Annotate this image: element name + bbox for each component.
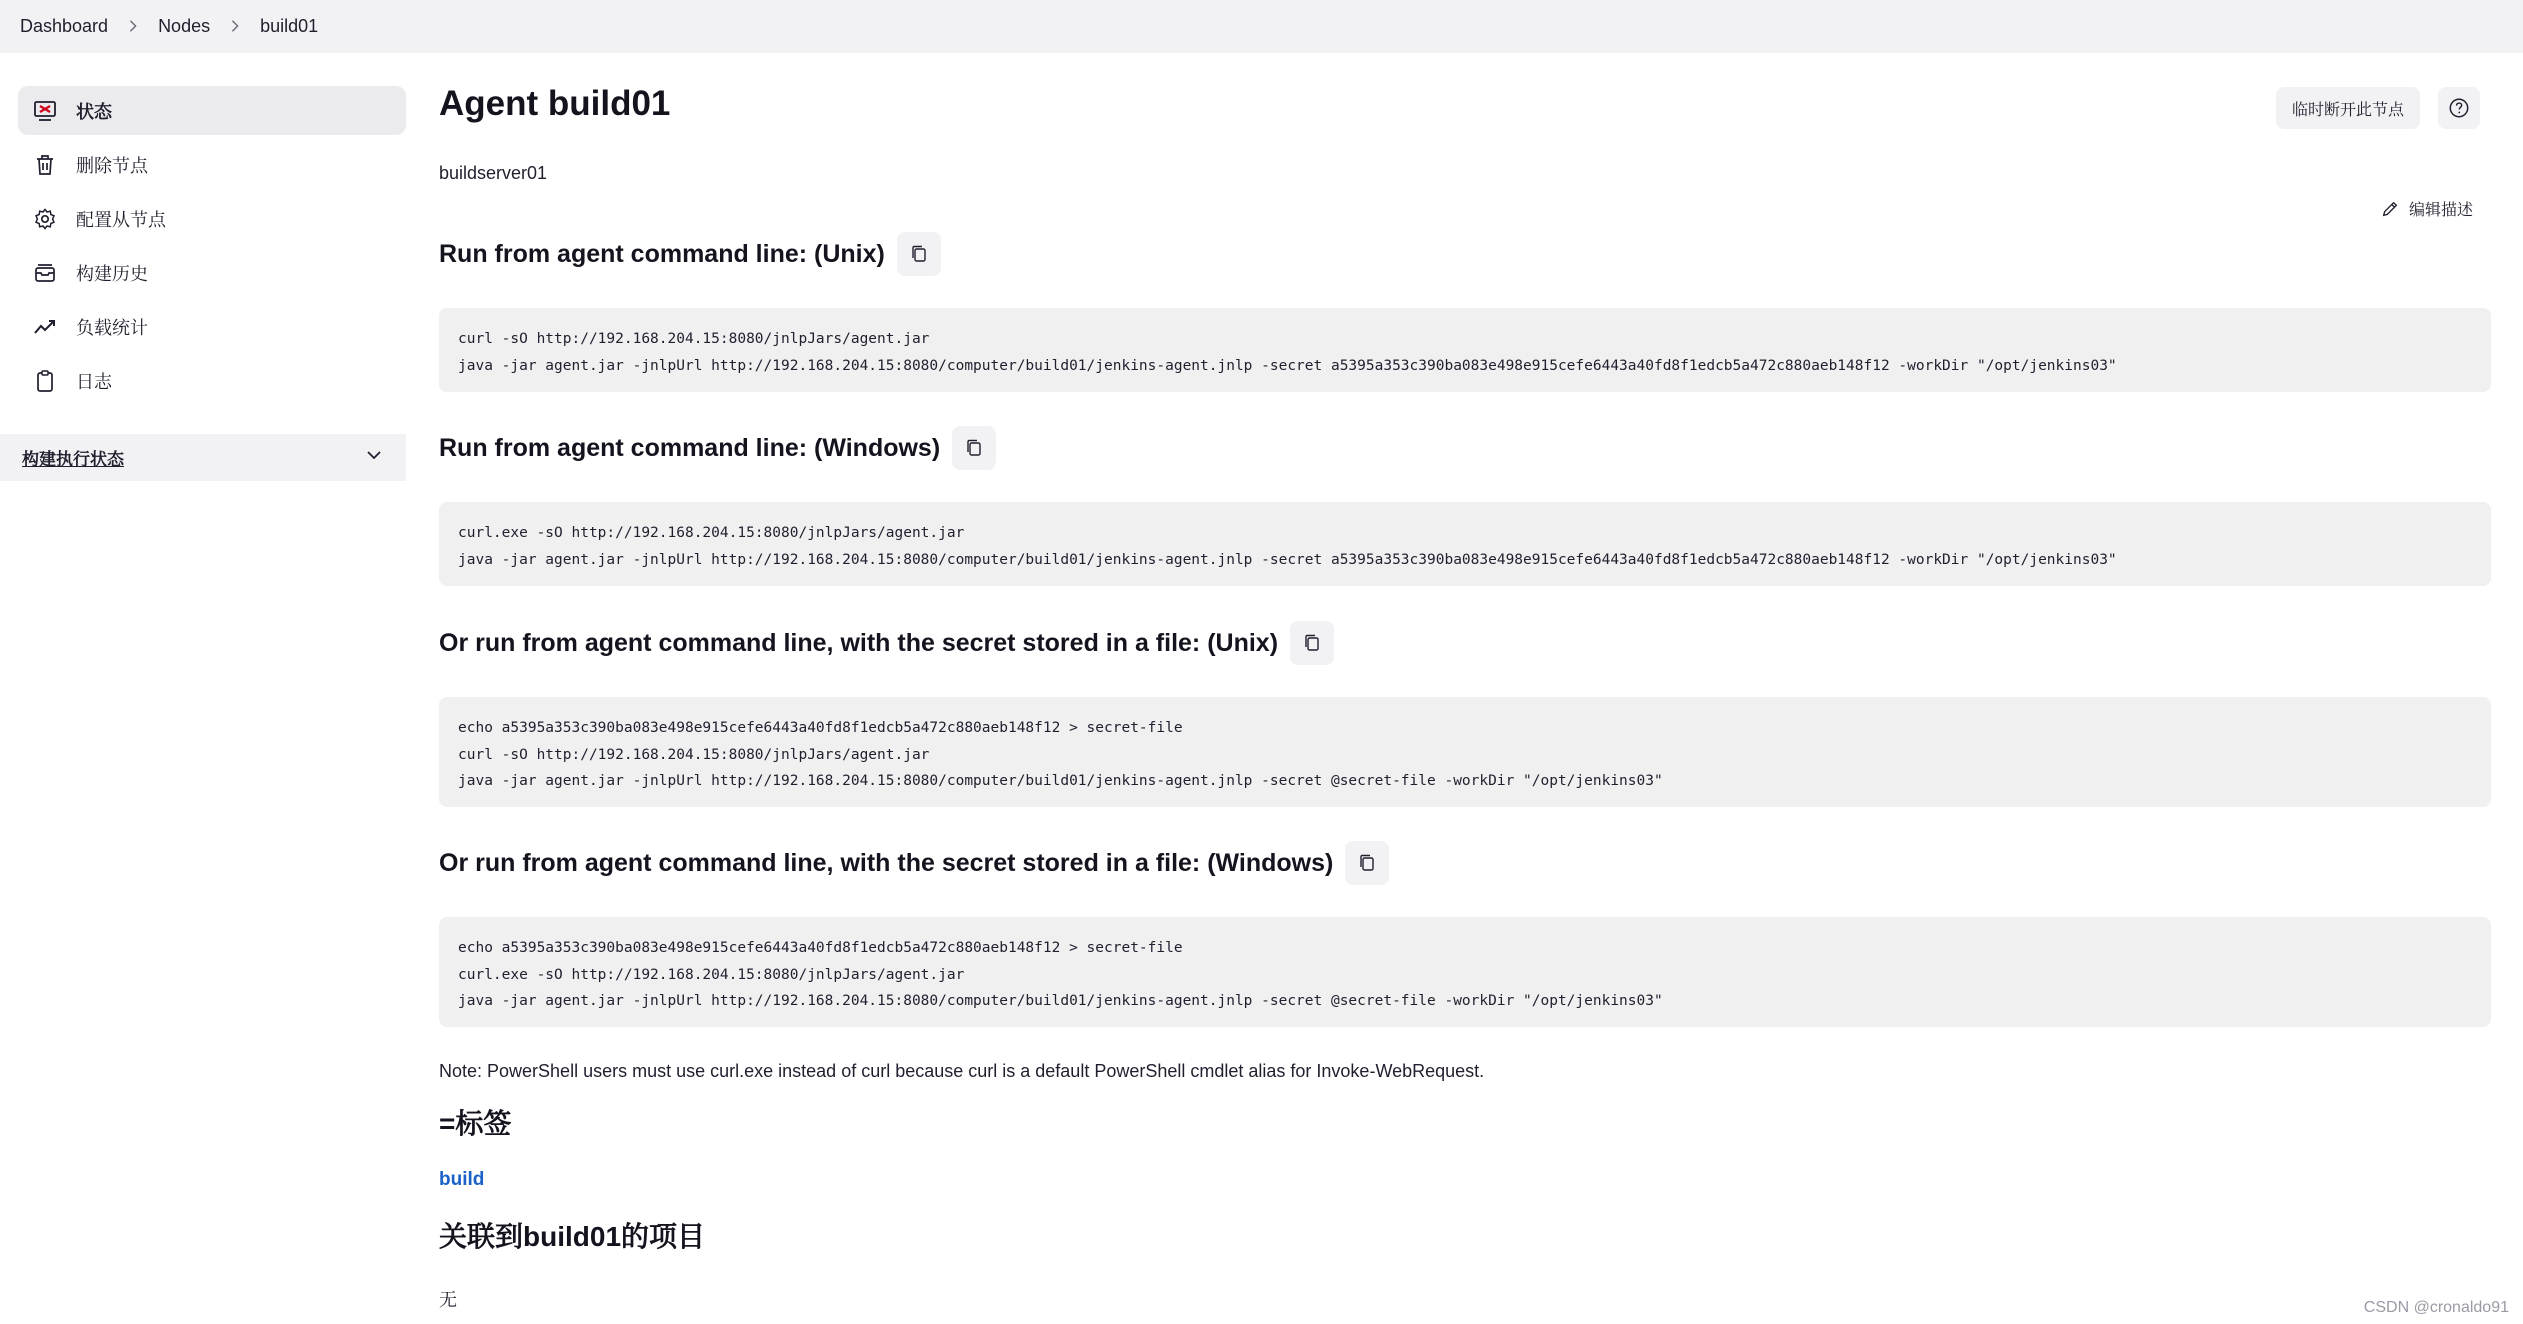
powershell-note: Note: PowerShell users must use curl.exe instead of curl because curl is a default PowerShell cmdlet alias for Invoke-WebRequest. [439,1061,1485,1081]
section-heading-unix [439,231,941,277]
code-line: curl -sO http://192.168.204.15:8080/jnlpJars/agent.jar [458,746,930,763]
sidebar-item-label: 删除节点 [76,155,148,176]
edit-description-label: 编辑描述 [2409,202,2474,219]
breadcrumb-build01[interactable]: build01 [260,16,319,36]
sidebar-item-load-statistics[interactable] [18,302,406,351]
trend-icon [32,314,58,340]
clipboard-icon [32,368,58,394]
executor-status-panel[interactable] [0,434,406,481]
sidebar-item-log[interactable] [18,356,406,405]
section-heading-secret-unix [439,620,1334,666]
pencil-icon [2381,200,2409,218]
sidebar [18,86,406,410]
code-line: java -jar agent.jar -jnlpUrl http://192.168.204.15:8080/computer/build01/jenkins-agent.jnlp -secret @secret-file -workDir "/opt/jenkins03" [458,993,1663,1009]
code-block-secret-windows [439,917,2491,1027]
labels-heading: =标签 [439,1108,512,1139]
sidebar-item-label: 状态 [76,101,112,122]
code-line: curl -sO http://192.168.204.15:8080/jnlpJars/agent.jar [458,331,930,347]
code-line: echo a5395a353c390ba083e498e915cefe6443a40fd8f1edcb5a472c880aeb148f12 > secret-file [458,940,1183,956]
help-icon[interactable] [2438,87,2480,129]
copy-icon[interactable] [1345,841,1389,885]
code-line: java -jar agent.jar -jnlpUrl http://192.168.204.15:8080/computer/build01/jenkins-agent.jnlp -secret a5395a353c390ba083e498e915cefe6443a40fd8f1edcb5a472c880aeb148f12 -workDir "/opt/jenkins03" [458,357,2117,374]
code-block-windows [439,502,2491,586]
section-heading-windows [439,425,996,471]
edit-description-link[interactable] [2381,197,2473,220]
copy-icon[interactable] [952,426,996,470]
sidebar-item-status[interactable] [18,86,406,135]
breadcrumb [0,0,2523,53]
node-description: buildserver01 [439,163,548,183]
code-block-secret-unix [439,697,2491,807]
code-block-unix [439,308,2491,392]
chevron-right-icon [228,16,242,37]
code-line: echo a5395a353c390ba083e498e915cefe6443a40fd8f1edcb5a472c880aeb148f12 > secret-file [458,720,1183,736]
trash-icon [32,152,58,178]
sidebar-item-label: 负载统计 [76,317,148,338]
executor-status-label[interactable]: 构建执行状态 [22,450,124,469]
section-heading-text: Run from agent command line: (Windows) [439,433,941,462]
section-heading-secret-windows [439,840,1389,886]
sidebar-item-build-history[interactable] [18,248,406,297]
code-line: java -jar agent.jar -jnlpUrl http://192.168.204.15:8080/computer/build01/jenkins-agent.jnlp -secret a5395a353c390ba083e498e915cefe6443a40fd8f1edcb5a472c880aeb148f12 -workDir "/opt/jenkins03" [458,551,2117,568]
sidebar-item-label: 构建历史 [76,263,148,284]
code-line: curl.exe -sO http://192.168.204.15:8080/jnlpJars/agent.jar [458,966,965,983]
code-line: curl.exe -sO http://192.168.204.15:8080/jnlpJars/agent.jar [458,525,965,541]
gear-icon [32,206,58,232]
page-title: Agent build01 [439,84,671,123]
build-history-icon [32,260,58,286]
copy-icon[interactable] [897,232,941,276]
sidebar-item-configure[interactable] [18,194,406,243]
section-heading-text: Or run from agent command line, with the secret stored in a file: (Windows) [439,848,1334,877]
watermark: CSDN @cronaldo91 [2363,1299,2509,1316]
code-line: java -jar agent.jar -jnlpUrl http://192.168.204.15:8080/computer/build01/jenkins-agent.jnlp -secret @secret-file -workDir "/opt/jenkins03" [458,773,1663,789]
chevron-right-icon [126,16,140,37]
breadcrumb-nodes[interactable]: Nodes [158,16,211,36]
sidebar-item-label: 配置从节点 [76,209,166,230]
computer-offline-icon [32,98,58,124]
breadcrumb-dashboard[interactable]: Dashboard [20,16,109,36]
copy-icon[interactable] [1290,621,1334,665]
projects-empty-text: 无 [439,1290,457,1310]
sidebar-item-label: 日志 [76,371,112,392]
section-heading-text: Run from agent command line: (Unix) [439,239,885,268]
chevron-down-icon[interactable] [364,445,384,470]
sidebar-item-delete-node[interactable] [18,140,406,189]
section-heading-text: Or run from agent command line, with the secret stored in a file: (Unix) [439,628,1279,657]
projects-heading: 关联到build01的项目 [439,1221,706,1252]
disconnect-node-button[interactable]: 临时断开此节点 [2276,87,2420,129]
label-link-build[interactable]: build [439,1169,485,1190]
